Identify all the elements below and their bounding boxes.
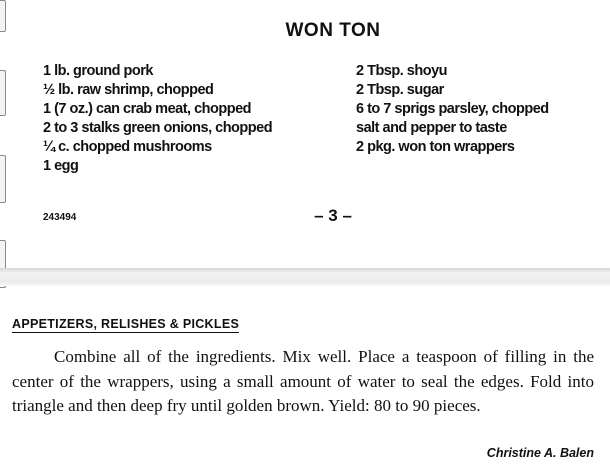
author-signature: Christine A. Balen xyxy=(486,446,594,460)
binder-tab xyxy=(0,155,6,203)
ingredient: 6 to 7 sprigs parsley, chopped xyxy=(356,101,549,117)
recipe-title: WON TON xyxy=(285,20,381,41)
ingredient: 1 egg xyxy=(43,158,79,174)
ingredient: 2 pkg. won ton wrappers xyxy=(356,139,515,155)
page-number: – 3 – xyxy=(314,206,352,225)
ingredient: 1 (7 oz.) can crab meat, chopped xyxy=(43,101,251,117)
ingredient: ¼ c. chopped mushrooms xyxy=(43,139,212,155)
ingredient: ½ lb. raw shrimp, chopped xyxy=(43,82,214,98)
instructions: Combine all of the ingredients. Mix well. Place a teaspoon of filling in the center of the wrappers, using a small amount of water to seal the edges. Fold into triangle and then deep fry until golden brown. Yield: 80 to 90 pieces. xyxy=(12,347,594,415)
binder-tab xyxy=(0,70,6,116)
ingredient: 2 Tbsp. sugar xyxy=(356,82,444,98)
print-code: 243494 xyxy=(43,212,77,223)
ingredient: 2 Tbsp. shoyu xyxy=(356,63,447,79)
page-divider xyxy=(0,268,610,286)
section-heading: APPETIZERS, RELISHES & PICKLES xyxy=(12,317,240,331)
ingredient: 1 lb. ground pork xyxy=(43,63,153,79)
ingredients-left xyxy=(43,62,272,176)
ingredients-right xyxy=(356,62,549,157)
ingredient: 2 to 3 stalks green onions, chopped xyxy=(43,120,273,136)
ingredient: salt and pepper to taste xyxy=(356,120,507,136)
